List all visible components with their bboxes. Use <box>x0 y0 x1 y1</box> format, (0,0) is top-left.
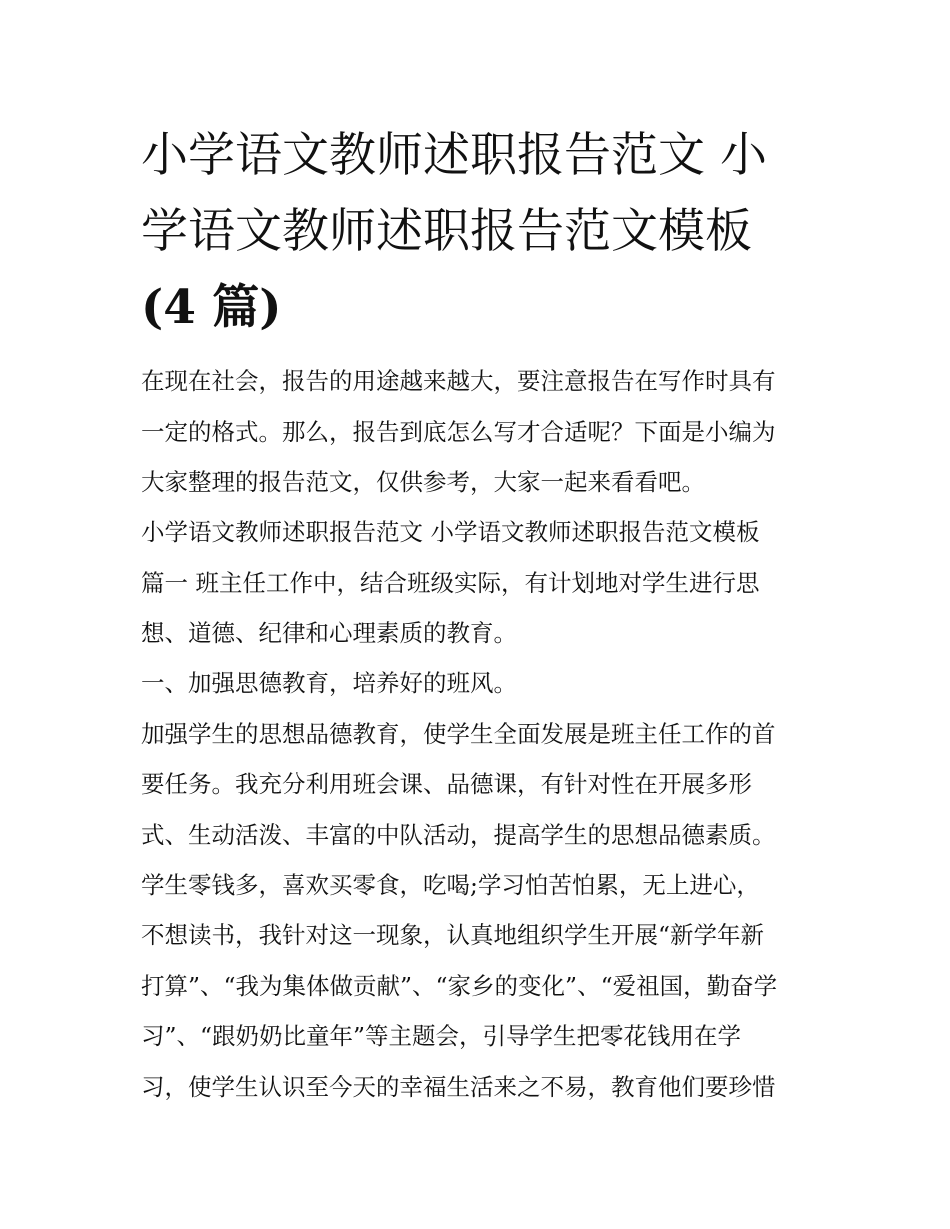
body-line: 在现在社会，报告的用途越来越大，要注意报告在写作时具有 <box>141 367 776 395</box>
body-line: 习，使学生认识至今天的幸福生活来之不易，教育他们要珍惜 <box>141 1073 776 1101</box>
body-line: 小学语文教师述职报告范文 小学语文教师述职报告范文模板 <box>141 518 760 546</box>
body-line: 打算”、“我为集体做贡献”、“家乡的变化”、“爱祖国，勤奋学 <box>141 972 778 1000</box>
body-line: 要任务。我充分利用班会课、品德课，有针对性在开展多形 <box>141 770 752 798</box>
body-line: 习”、“跟奶奶比童年”等主题会，引导学生把零花钱用在学 <box>141 1022 742 1050</box>
body-line: 篇一 班主任工作中，结合班级实际，有计划地对学生进行思 <box>141 569 760 597</box>
body-line: 式、生动活泼、丰富的中队活动，提高学生的思想品德素质。 <box>141 821 776 849</box>
body-line: 想、道德、纪律和心理素质的教育。 <box>141 619 517 647</box>
document-title <box>141 118 821 346</box>
body-line: 加强学生的思想品德教育，使学生全面发展是班主任工作的首 <box>141 720 776 748</box>
title-line-1: 小学语文教师述职报告范文 小 <box>141 128 767 183</box>
body-line: 学生零钱多，喜欢买零食，吃喝;学习怕苦怕累，无上进心， <box>141 871 760 899</box>
title-line-3: (4 篇) <box>141 280 282 335</box>
title-line-2: 学语文教师述职报告范文模板 <box>141 204 752 259</box>
body-line: 不想读书，我针对这一现象，认真地组织学生开展“新学年新 <box>141 921 765 949</box>
body-line: 大家整理的报告范文，仅供参考，大家一起来看看吧。 <box>141 468 705 496</box>
section-heading: 一、加强思德教育，培养好的班风。 <box>141 669 517 697</box>
body-line: 一定的格式。那么，报告到底怎么写才合适呢？下面是小编为 <box>141 418 776 446</box>
